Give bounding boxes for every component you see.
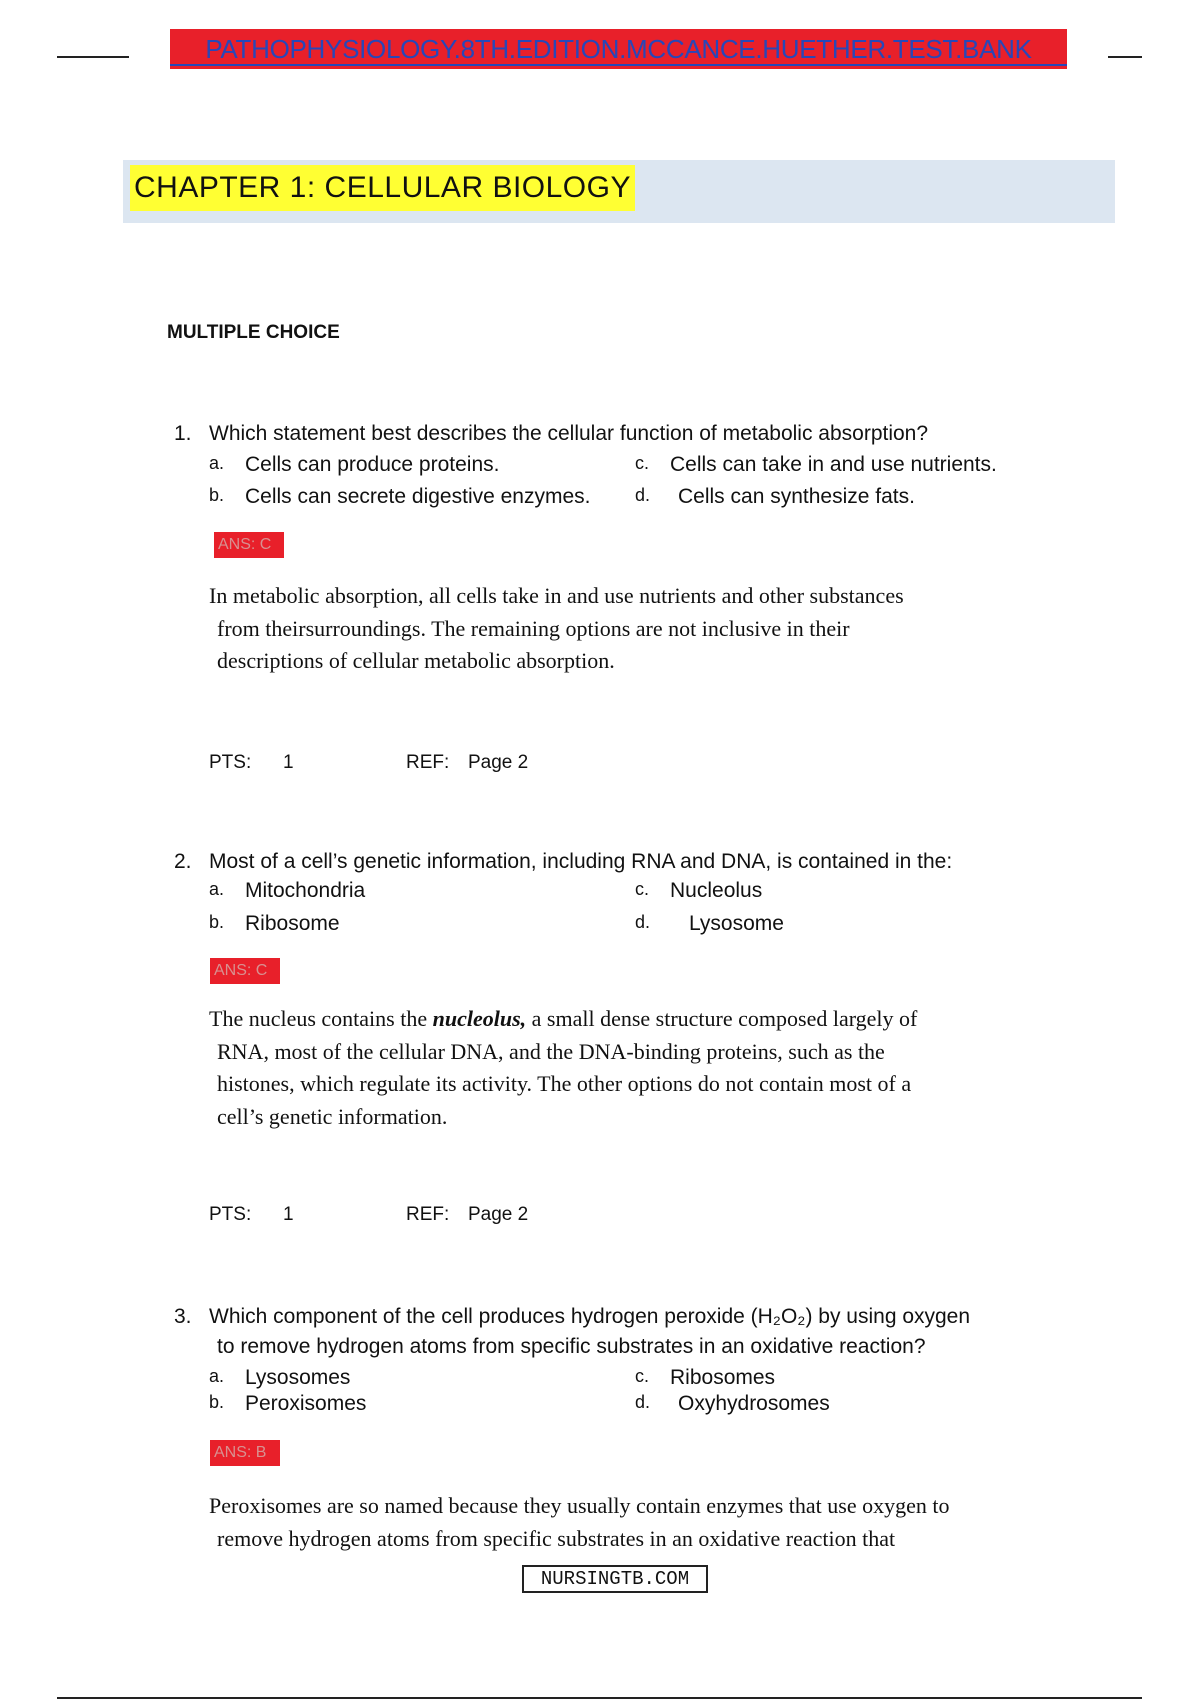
reference-label: REF: — [406, 1204, 450, 1225]
rationale-text: The nucleus contains the — [209, 1006, 433, 1031]
document-title-text: PATHOPHYSIOLOGY.8TH.EDITION.MCCANCE.HUETHER.TEST.BANK — [205, 34, 1032, 64]
rationale-text: a small dense structure composed largely of — [526, 1006, 918, 1031]
points-value: 1 — [283, 1204, 294, 1225]
reference-label: REF: — [406, 752, 450, 773]
option-text: Cells can synthesize fats. — [678, 485, 915, 508]
rationale-line: histones, which regulate its activity. The other options do not contain most of a — [217, 1071, 912, 1096]
option-letter: d. — [635, 1392, 651, 1412]
option-text: Lysosome — [689, 912, 784, 935]
option-letter: b. — [209, 912, 225, 932]
option-letter: a. — [209, 453, 225, 473]
footer-rule — [57, 1697, 1142, 1699]
rationale-line — [209, 1003, 1089, 1036]
answer-badge: ANS: B — [210, 1440, 280, 1466]
rationale-line: descriptions of cellular metabolic absorption. — [217, 648, 615, 673]
question-stem: Which component of the cell produces hydrogen peroxide (H₂O₂) by using oxygen — [209, 1305, 971, 1328]
rationale — [209, 1490, 1089, 1555]
option-letter: c. — [635, 879, 650, 899]
rationale — [209, 1003, 1089, 1133]
chapter-title: CHAPTER 1: CELLULAR BIOLOGY — [130, 165, 635, 211]
points-label: PTS: — [209, 752, 252, 773]
question-stem: Most of a cell’s genetic information, including RNA and DNA, is contained in the: — [209, 850, 953, 873]
option-text: Cells can secrete digestive enzymes. — [245, 485, 591, 508]
rationale — [209, 580, 1089, 678]
option-letter: c. — [635, 453, 650, 473]
rationale-line: Peroxisomes are so named because they usually contain enzymes that use oxygen to — [209, 1493, 950, 1518]
reference-value: Page 2 — [468, 752, 529, 773]
option-text: Cells can take in and use nutrients. — [670, 453, 997, 476]
reference-value: Page 2 — [468, 1204, 529, 1225]
rationale-line: remove hydrogen atoms from specific substrates in an oxidative reaction that — [217, 1525, 896, 1551]
answer-badge: ANS: C — [214, 532, 284, 558]
question-number: 3. — [174, 1305, 192, 1328]
rationale-emphasis: nucleolus, — [432, 1006, 527, 1031]
document-title-underline — [170, 64, 1067, 66]
option-text: Cells can produce proteins. — [245, 453, 500, 476]
option-text: Peroxisomes — [245, 1392, 367, 1415]
answer-badge: ANS: C — [210, 958, 280, 984]
option-letter: b. — [209, 1392, 225, 1412]
rationale-line: from theirsurroundings. The remaining options are not inclusive in their — [217, 615, 850, 641]
header-rule-right — [1108, 56, 1142, 58]
rationale-line: RNA, most of the cellular DNA, and the DNA-binding proteins, such as the — [217, 1038, 885, 1064]
option-letter: d. — [635, 485, 651, 505]
question-stem-continued: to remove hydrogen atoms from specific substrates in an oxidative reaction? — [217, 1335, 926, 1358]
question-number: 2. — [174, 850, 192, 873]
option-text: Ribosome — [245, 912, 340, 935]
option-text: Ribosomes — [670, 1366, 776, 1389]
question-stem: Which statement best describes the cellular function of metabolic absorption? — [209, 422, 929, 445]
option-letter: a. — [209, 1366, 225, 1386]
question-number: 1. — [174, 422, 192, 445]
option-letter: a. — [209, 879, 225, 899]
header-rule-left — [57, 56, 129, 58]
option-text: Mitochondria — [245, 879, 366, 902]
option-text: Lysosomes — [245, 1366, 351, 1389]
document-title — [170, 29, 1067, 69]
option-text: Oxyhydrosomes — [678, 1392, 830, 1415]
points-label: PTS: — [209, 1204, 252, 1225]
option-letter: b. — [209, 485, 225, 505]
section-heading: MULTIPLE CHOICE — [167, 322, 340, 343]
rationale-line: cell’s genetic information. — [217, 1103, 448, 1129]
footer-brand: NURSINGTB.COM — [522, 1565, 708, 1593]
rationale-line: In metabolic absorption, all cells take in and use nutrients and other substances — [209, 583, 904, 608]
option-letter: c. — [635, 1366, 650, 1386]
points-value: 1 — [283, 752, 294, 773]
option-letter: d. — [635, 912, 651, 932]
option-text: Nucleolus — [670, 879, 763, 902]
